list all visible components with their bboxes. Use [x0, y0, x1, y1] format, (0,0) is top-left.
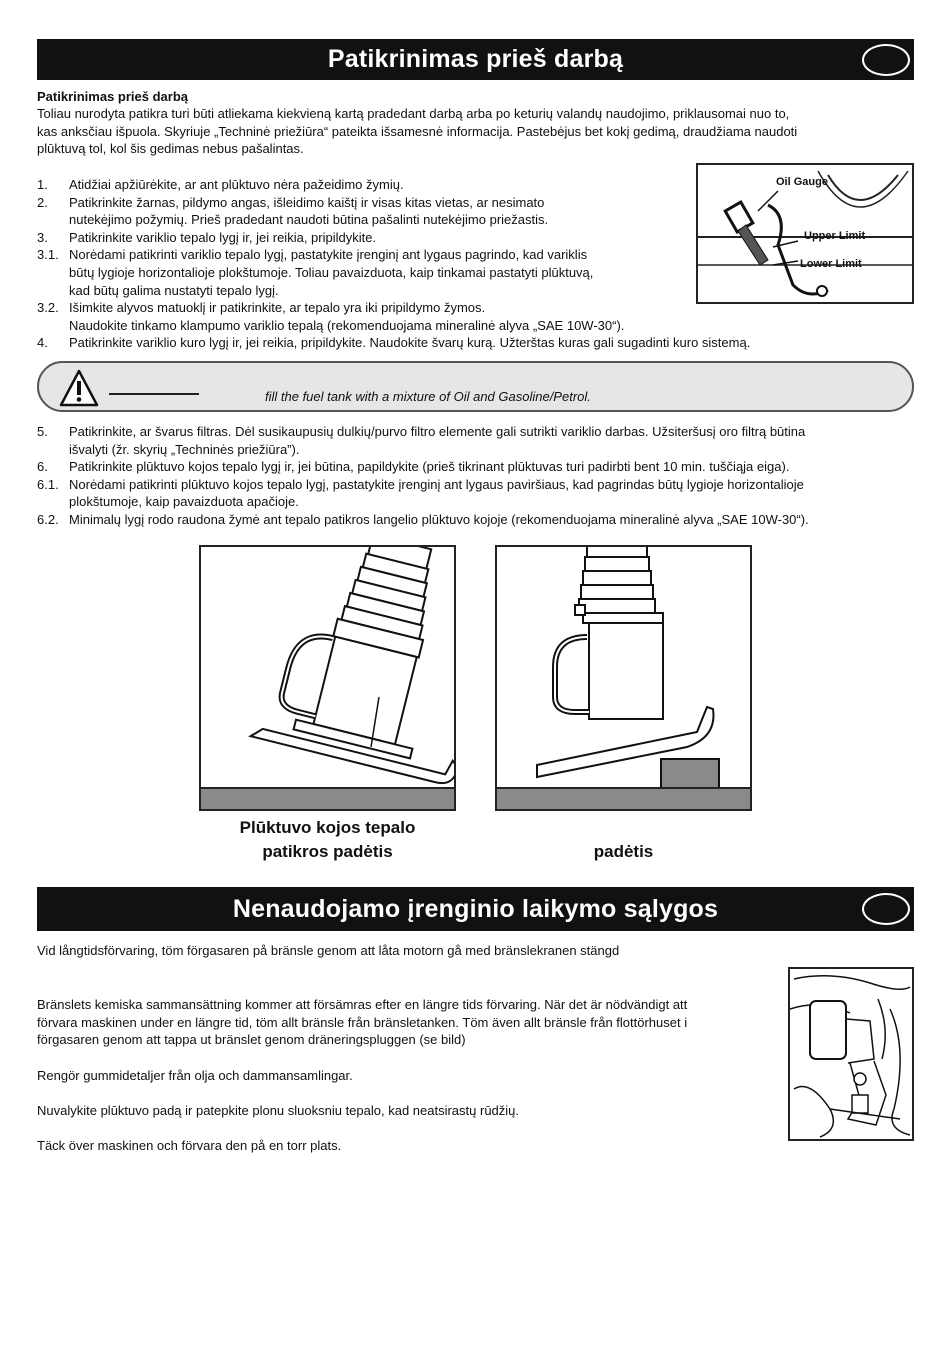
intro-line: plūktuvą tol, kol šis gedimas nebus pašalintas.	[37, 141, 304, 157]
storage-paragraph-3: Rengör gummidetaljer från olja och dammansamlingar.	[37, 1068, 353, 1083]
step-text: Atidžiai apžiūrėkite, ar ant plūktuvo nėra pažeidimo žymių.	[69, 177, 404, 192]
rammer-tilted-illustration	[201, 547, 454, 789]
storage-paragraph-2	[37, 996, 687, 1049]
step-item	[37, 246, 717, 299]
steps-list-b	[37, 423, 914, 529]
step-text: Patikrinkite žarnas, pildymo angas, išleidimo kaištį ir visas kitas vietas, ar nesimato	[69, 194, 545, 210]
step-text: Patikrinkite plūktuvo kojos tepalo lygį ir, jei būtina, papildykite (prieš tikrinant plūktuvas turi padirbti bent 10 min. tuščiąja eiga).	[69, 459, 790, 475]
steps-list-a2	[37, 299, 914, 352]
step-item	[37, 476, 914, 511]
ground-level	[201, 787, 454, 809]
figure-caption-right: padėtis	[593, 842, 654, 861]
rammer-figure-tilted	[199, 545, 456, 811]
rammer-figure-level	[495, 545, 752, 811]
step-text: Patikrinkite variklio tepalo lygį ir, jei reikia, pripildykite.	[69, 229, 377, 245]
section-title: Nenaudojamo įrenginio laikymo sąlygos	[232, 894, 719, 923]
step-item	[37, 229, 717, 247]
paragraph-line: Bränslets kemiska sammansättning kommer att försämras efter en längre tids förvaring. När det är nödvändigt att	[37, 997, 688, 1012]
step-text: išvalyti (žr. skyrių „Techninės priežiūra”).	[69, 441, 300, 457]
step-number: 5.	[37, 424, 48, 439]
step-item	[37, 458, 914, 476]
warning-message: fill the fuel tank with a mixture of Oil and Gasoline/Petrol.	[265, 389, 591, 404]
step-number: 6.	[37, 459, 48, 475]
step-text: plokštumoje, kaip pavaizduota apačioje.	[69, 494, 299, 510]
step-number: 4.	[37, 335, 48, 351]
paragraph-line: förvara maskinen under en längre tid, töm allt bränsle från bränsletanken. Töm även allt bränsle från flottörhuset i	[37, 1014, 688, 1030]
upper-limit-label: Upper Limit	[804, 230, 866, 242]
step-item	[37, 511, 914, 529]
warning-rule	[109, 393, 199, 395]
step-item	[37, 334, 914, 352]
storage-paragraph-5: Täck över maskinen och förvara den på en torr plats.	[37, 1138, 342, 1153]
caption-line: Plūktuvo kojos tepalo	[239, 818, 416, 837]
step-text: Norėdami patikrinti variklio tepalo lygį, pastatykite įrenginį ant lygaus pagrindo, kad variklis	[69, 247, 588, 263]
section-title: Patikrinimas prieš darbą	[327, 45, 624, 73]
section-banner-pre-work-check	[37, 39, 914, 80]
step-item	[37, 194, 717, 229]
step-number: 6.2.	[37, 511, 59, 527]
figure-caption-left	[199, 816, 456, 864]
storage-paragraph-4: Nuvalykite plūktuvo padą ir patepkite plonu sluoksniu tepalo, kad neatsirastų rūdžių.	[37, 1103, 520, 1118]
section-banner-storage	[37, 887, 914, 931]
oil-gauge-label: Oil Gauge	[776, 176, 828, 188]
warning-triangle-icon	[59, 368, 99, 408]
step-item	[37, 423, 914, 458]
steps-list-a	[37, 176, 717, 299]
step-number: 6.1.	[37, 476, 59, 492]
step-text: kad būtų galima nustatyti tepalo lygį.	[69, 282, 279, 298]
step-text: būtų lygioje horizontalioje plokštumoje. Toliau pavaizduota, kaip tinkamai pastatyti plūktuvą,	[69, 264, 594, 280]
carburetor-drain-figure	[788, 967, 914, 1141]
oil-gauge-illustration	[698, 165, 912, 302]
lower-limit-label: Lower Limit	[800, 258, 862, 270]
step-text: nutekėjimo požymių. Prieš pradedant naudoti būtina pašalinti nutekėjimo priežastis.	[69, 212, 549, 228]
caption-line: patikros padėtis	[262, 842, 393, 861]
step-number: 3.	[37, 229, 48, 245]
rammer-level-illustration	[497, 547, 750, 789]
oil-gauge-figure	[696, 163, 914, 304]
step-text: Išimkite alyvos matuoklį ir patikrinkite, ar tepalo yra iki pripildymo žymos.	[69, 300, 486, 315]
step-text: Patikrinkite, ar švarus filtras. Dėl susikaupusių dulkių/purvo filtro elemente gali sutrikti variklio darbas. Užsiteršusį oro filtrą būtina	[69, 424, 806, 439]
warning-box	[37, 361, 914, 412]
intro-line: Toliau nurodyta patikra turi būti atliekama kiekvieną kartą pradedant darbą arba po keturių valandų naudojimo, priklausomai nuo to,	[37, 106, 790, 121]
badge-oval	[862, 44, 910, 76]
storage-paragraph-1: Vid långtidsförvaring, töm förgasaren på bränsle genom att låta motorn gå med bränslekranen stängd	[37, 943, 620, 958]
step-text: Naudokite tinkamo klampumo variklio tepalą (rekomenduojama mineralinė alyva „SAE 10W-30“).	[69, 317, 625, 333]
intro-line: kas anksčiau išpuola. Skyriuje „Techninė priežiūra“ pateikta išsamesnė informacija. Pastebėjus bet kokį gedimą, draudžiama naudoti	[37, 123, 798, 139]
step-text: Minimalų lygį rodo raudona žymė ant tepalo patikros langelio plūktuvo kojoje (rekomenduojama mineralinė alyva „SAE 10W-30“).	[69, 511, 809, 527]
intro-paragraph	[37, 105, 797, 158]
step-item	[37, 176, 717, 194]
badge-oval	[862, 893, 910, 925]
step-number: 3.2.	[37, 300, 59, 315]
paragraph-line: förgasaren genom att tappa ut bränslet genom dräneringspluggen (se bild)	[37, 1032, 466, 1048]
subheading: Patikrinimas prieš darbą	[37, 89, 189, 104]
step-text: Norėdami patikrinti plūktuvo kojos tepalo lygį, pastatykite įrenginį ant lygaus paviršiaus, kad pagrindas būtų lygioje horizontalioje	[69, 476, 804, 492]
carburetor-illustration	[790, 969, 912, 1139]
step-number: 2.	[37, 194, 48, 210]
ground-level	[497, 787, 750, 809]
step-number: 1.	[37, 177, 48, 192]
step-number: 3.1.	[37, 247, 59, 263]
step-text: Patikrinkite variklio kuro lygį ir, jei reikia, pripildykite. Naudokite švarų kurą. Užterštas kuras gali sugadinti kuro sistemą.	[69, 335, 751, 351]
